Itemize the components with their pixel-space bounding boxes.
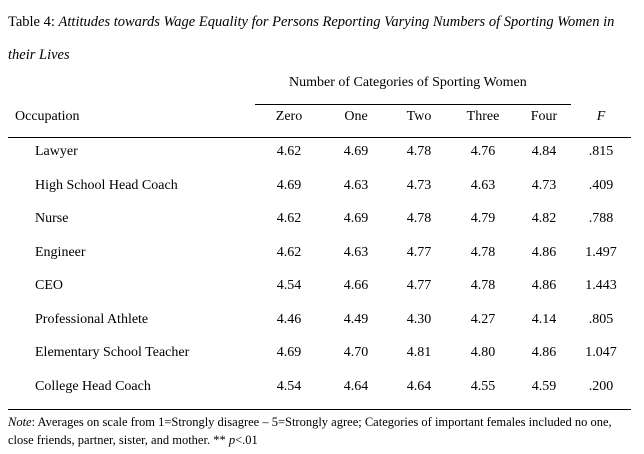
value-cell: 4.66 [343, 278, 369, 293]
value-cell: 4.73 [406, 178, 432, 193]
value-cell: 4.30 [406, 312, 432, 327]
occupation-cell: Professional Athlete [35, 312, 149, 327]
table-label: Table 4: [8, 14, 55, 30]
table-note [8, 413, 636, 449]
occupation-cell: Nurse [35, 211, 69, 226]
column-header-zero: Zero [275, 109, 303, 124]
value-cell: 4.14 [531, 312, 557, 327]
value-cell: 4.76 [470, 144, 496, 159]
f-value-cell: .788 [588, 211, 614, 226]
column-header-f: F [596, 109, 606, 124]
value-cell: 4.69 [276, 178, 302, 193]
column-group-header: Number of Categories of Sporting Women [289, 75, 527, 90]
value-cell: 4.78 [406, 144, 432, 159]
occupation-cell: College Head Coach [35, 379, 151, 394]
value-cell: 4.73 [531, 178, 557, 193]
occupation-header: Occupation [15, 109, 80, 124]
note-text: : Averages on scale from 1=Strongly disagree – 5=Strongly agree; Categories of important females included no one, close friends, partner, sister, and mother. ** [8, 415, 612, 447]
value-cell: 4.79 [470, 211, 496, 226]
value-cell: 4.55 [470, 379, 496, 394]
value-cell: 4.78 [406, 211, 432, 226]
column-header-four: Four [530, 109, 558, 124]
value-cell: 4.77 [406, 278, 432, 293]
value-cell: 4.63 [343, 178, 369, 193]
column-header-three: Three [466, 109, 500, 124]
f-value-cell: .815 [588, 144, 614, 159]
value-cell: 4.64 [406, 379, 432, 394]
occupation-cell: CEO [35, 278, 63, 293]
f-value-cell: .200 [588, 379, 614, 394]
value-cell: 4.46 [276, 312, 302, 327]
f-value-cell: 1.443 [585, 278, 617, 293]
value-cell: 4.54 [276, 379, 302, 394]
value-cell: 4.82 [531, 211, 557, 226]
table-caption [8, 6, 638, 72]
value-cell: 4.70 [343, 345, 369, 360]
value-cell: 4.77 [406, 245, 432, 260]
header-bottom-rule [8, 137, 631, 138]
value-cell: 4.62 [276, 211, 302, 226]
value-cell: 4.69 [343, 211, 369, 226]
occupation-cell: Elementary School Teacher [35, 345, 190, 360]
value-cell: 4.78 [470, 245, 496, 260]
f-value-cell: .805 [588, 312, 614, 327]
column-header-two: Two [406, 109, 432, 124]
value-cell: 4.69 [276, 345, 302, 360]
f-value-cell: 1.497 [585, 245, 617, 260]
value-cell: 4.84 [531, 144, 557, 159]
value-cell: 4.81 [406, 345, 432, 360]
value-cell: 4.80 [470, 345, 496, 360]
value-cell: 4.86 [531, 345, 557, 360]
value-cell: 4.64 [343, 379, 369, 394]
value-cell: 4.62 [276, 245, 302, 260]
note-p-value: <.01 [235, 433, 258, 447]
occupation-cell: Lawyer [35, 144, 78, 159]
f-value-cell: 1.047 [585, 345, 617, 360]
table-bottom-rule [8, 409, 631, 410]
column-group-rule [255, 104, 571, 105]
value-cell: 4.78 [470, 278, 496, 293]
value-cell: 4.54 [276, 278, 302, 293]
table-title: Attitudes towards Wage Equality for Persons Reporting Varying Numbers of Sporting Women in their Lives [8, 14, 615, 63]
note-label: Note [8, 415, 32, 429]
value-cell: 4.63 [470, 178, 496, 193]
value-cell: 4.63 [343, 245, 369, 260]
value-cell: 4.86 [531, 278, 557, 293]
occupation-cell: Engineer [35, 245, 86, 260]
column-header-one: One [344, 109, 368, 124]
value-cell: 4.69 [343, 144, 369, 159]
note-p-label: p [228, 433, 236, 447]
value-cell: 4.27 [470, 312, 496, 327]
value-cell: 4.49 [343, 312, 369, 327]
value-cell: 4.59 [531, 379, 557, 394]
occupation-cell: High School Head Coach [35, 178, 178, 193]
f-value-cell: .409 [588, 178, 614, 193]
value-cell: 4.62 [276, 144, 302, 159]
value-cell: 4.86 [531, 245, 557, 260]
